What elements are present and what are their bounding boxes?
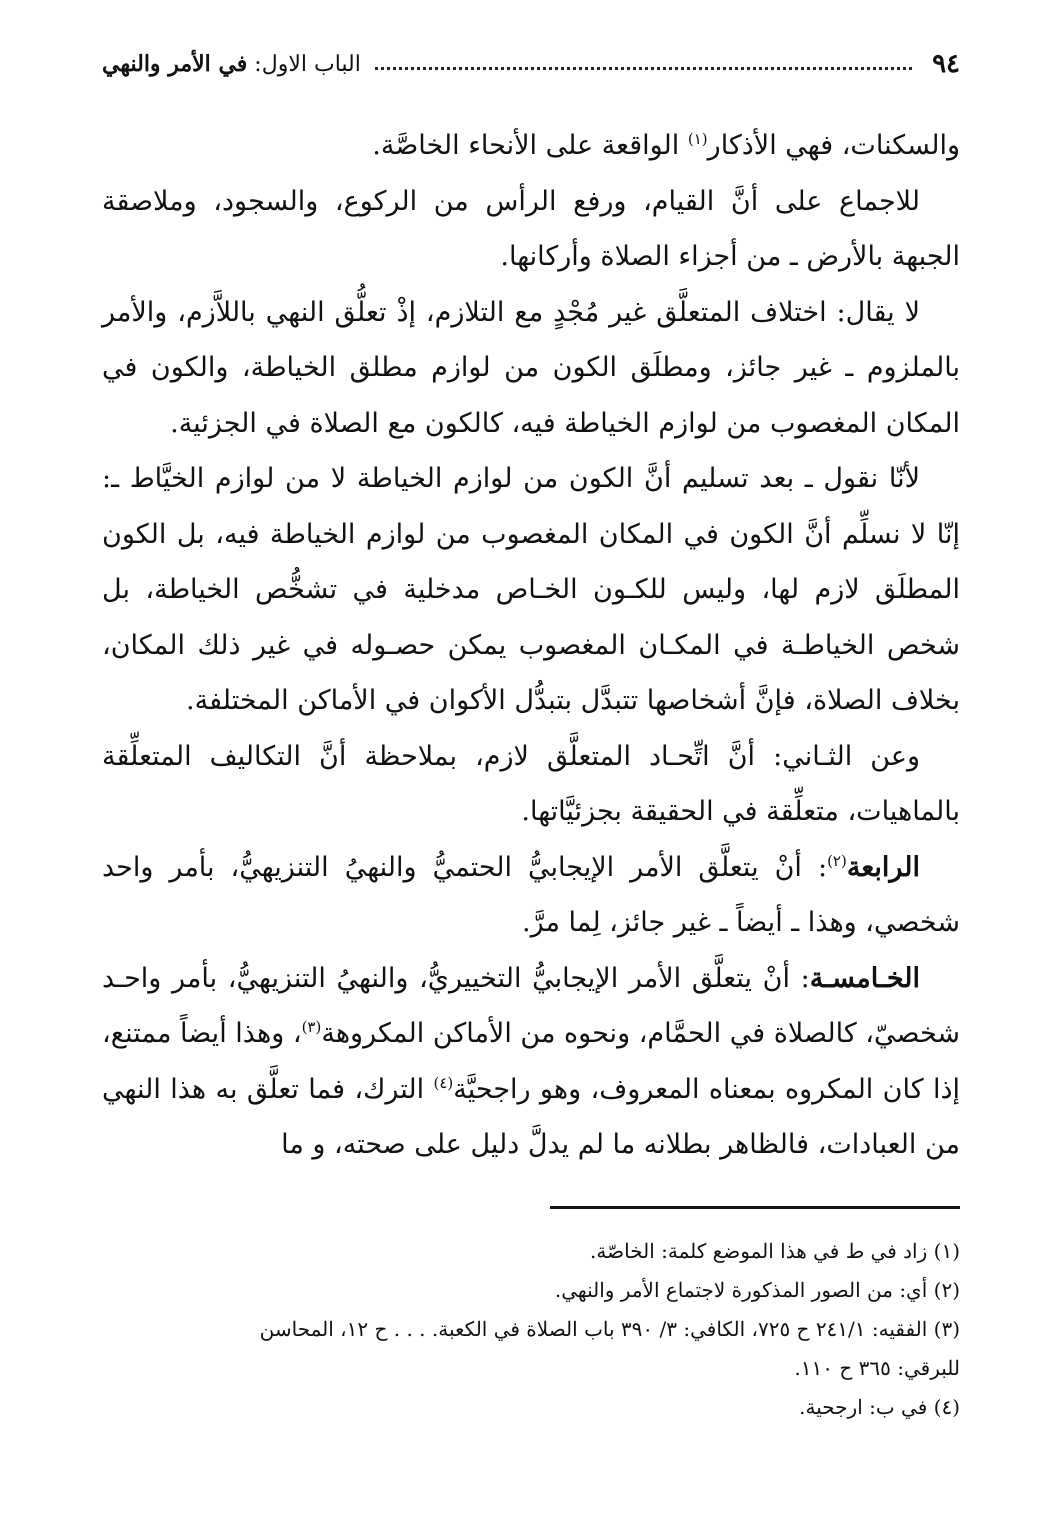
footnote-2: (٢) أي: من الصور المذكورة لاجتماع الأمر والنهي.: [554, 1278, 960, 1302]
paragraph-7: [102, 951, 960, 1173]
paragraph-7-text-c: الترك، فما تعلَّق به هذا النهي من العبادات، فالظاهر بطلانه ما لم يدلَّ دليل على صحته، و ما: [102, 1073, 960, 1160]
footnotes: [102, 1232, 960, 1427]
footnote-ref-3: (٣): [301, 1018, 322, 1036]
paragraph-4: لأنّا نقول ـ بعد تسليم أنَّ الكون من لوازم الخياطة لا من لوازم الخيَّاط ـ: إنّا لا نسلِّم أنَّ الكون في المكان المغصوب من لوازم الخياطة فيه، بل الكون المطلَق لازم لها، وليس للكـون الخـاص مدخلية في تشخُّص الخياطة، بل شخص الخياطـة في المكـان المغصوب يمكن حصـوله في غير ذلك المكان، بخلاف الصلاة، فإنَّ أشخاصها تتبدَّل بتبدُّل الأكوان في الأماكن المختلفة.: [102, 463, 960, 716]
running-header: [102, 42, 960, 86]
paragraph-5: وعن الثـاني: أنَّ اتِّحـاد المتعلَّق لازم، بملاحظة أنَّ التكاليف المتعلِّقة بالماهيات، متعلِّقة في الحقيقة بجزئيَّاتها.: [102, 740, 960, 827]
footnote-ref-1: (١): [687, 130, 708, 148]
section-label-fourth: الرابعة: [846, 851, 920, 883]
paragraph-7-text-a: : أنْ يتعلَّق الأمر الإيجابيُّ التخييريُّ، والنهيُ التنزيهيُّ، بأمر واحـد شخصيّ، كالصلاة في الحمَّام، ونحوه من الأماكن المكروهة: [102, 962, 960, 1049]
paragraph-6: [102, 840, 960, 951]
section-label-fifth: الخـامسـة: [809, 962, 920, 994]
chapter-title: الباب الاول: في الأمر والنهي: [102, 51, 361, 77]
footnote-1: (١) زاد في ط في هذا الموضع كلمة: الخاصّة.: [590, 1239, 960, 1263]
footnote-ref-2: (٢): [827, 851, 847, 870]
paragraph-1-text-b: الواقعة على الأنحاء الخاصَّة.: [372, 130, 688, 161]
footnote-3: (٣) الفقيه: ٢٤١/١ ح ٧٢٥، الكافي: ٣/ ٣٩٠ باب الصلاة في الكعبة. . . . ح ١٢، المحاسن: [259, 1317, 960, 1341]
footnote-3-continued: للبرقي: ٣٦٥ ح ١١٠.: [794, 1356, 960, 1380]
paragraph-2: للاجماع على أنَّ القيام، ورفع الرأس من الركوع، والسجود، وملاصقة الجبهة بالأرض ـ من أجزاء الصلاة وأركانها.: [102, 185, 960, 272]
footnote-ref-4: (٤): [433, 1073, 454, 1092]
footnote-separator: [550, 1206, 960, 1209]
paragraph-1-text-a: والسكنات، فهي الأذكار: [707, 130, 960, 161]
paragraph-6-text: : أنْ يتعلَّق الأمر الإيجابيُّ الحتميُّ والنهيُ التنزيهيُّ، بأمر واحد شخصي، وهذا ـ أيضاً ـ غير جائز، لِما مرَّ.: [102, 851, 960, 938]
chapter-name: الباب الاول: [261, 52, 361, 77]
footnote-4: (٤) في ب: ارجحية.: [799, 1395, 960, 1419]
paragraph-1: [102, 118, 960, 174]
chapter-topic: في الأمر والنهي: [102, 51, 248, 77]
header-dot-leader: [375, 67, 912, 70]
main-text: [102, 118, 960, 1173]
paragraph-7-text-b: ، وهذا أيضاً ممتنع، إذا كان المكروه بمعناه المعروف، وهو راجحيَّة: [102, 1018, 960, 1105]
paragraph-3: لا يقال: اختلاف المتعلَّق غير مُجْدٍ مع التلازم، إذْ تعلُّق النهي باللاَّزم، والأمر بالملزوم ـ غير جائز، ومطلَق الكون من لوازم مطلق الخياطة، والكون في المكان المغصوب من لوازم الخياطة فيه، كالكون مع الصلاة في الجزئية.: [102, 296, 960, 439]
page-number: ٩٤: [932, 49, 960, 79]
